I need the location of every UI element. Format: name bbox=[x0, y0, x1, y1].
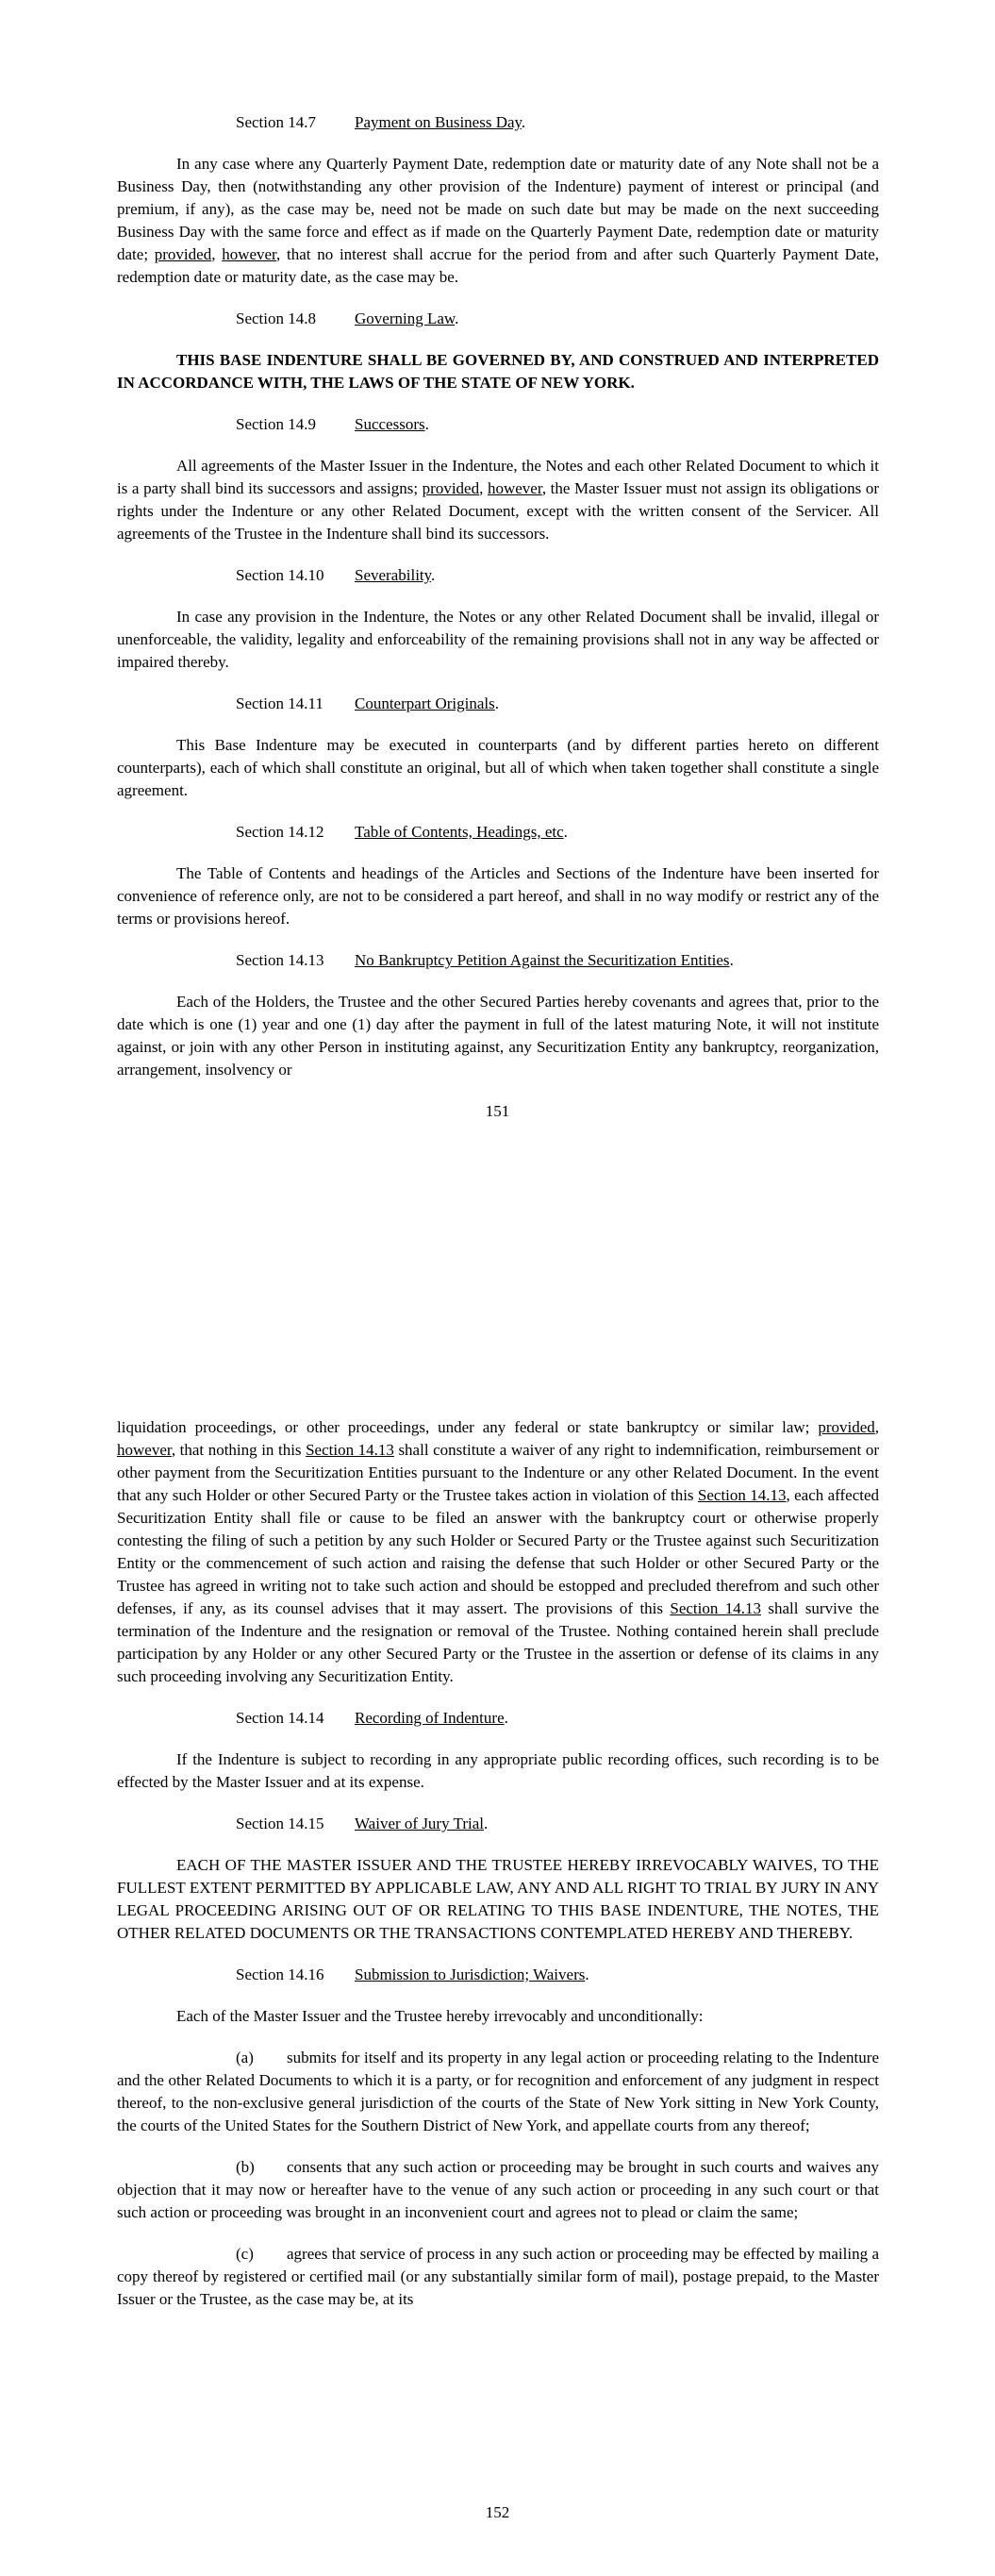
section-14-10-body: In case any provision in the Indenture, the Notes or any other Related Document shall be invalid, illegal or unenforceable, the validity, legality and enforceability of the remaining provisions shall not in any way be affected or impaired thereby. bbox=[117, 608, 879, 671]
provided-term: provided bbox=[154, 245, 212, 263]
section-14-16-heading: Section 14.16 Submission to Jurisdiction; Waivers. bbox=[117, 1964, 879, 1986]
section-reference: Section 14.13 bbox=[697, 1486, 787, 1504]
page-number: 151 bbox=[485, 1102, 510, 1120]
section-title: Severability bbox=[355, 566, 432, 584]
however-term: however bbox=[487, 479, 542, 497]
section-title: Waiver of Jury Trial bbox=[355, 1815, 484, 1832]
provided-term: provided bbox=[818, 1418, 875, 1436]
section-14-11-heading: Section 14.11 Counterpart Originals. bbox=[117, 693, 879, 715]
section-reference: Section 14.13 bbox=[670, 1599, 761, 1617]
page-body bbox=[117, 1416, 879, 2330]
list-item-a bbox=[117, 2047, 879, 2137]
item-label: (c) bbox=[236, 2245, 254, 2263]
text-run: shall constitute a waiver of any right to indemnification, reimbursement or other payment from the Securitization Entities pursuant to the Indenture or any other Related Document. In the event that any such Holder or other Secured Party or the Trustee takes action in violation of this bbox=[117, 1441, 879, 1504]
section-14-15-heading: Section 14.15 Waiver of Jury Trial. bbox=[117, 1813, 879, 1835]
document-page-152 bbox=[0, 1288, 995, 2576]
list-item-b bbox=[117, 2156, 879, 2224]
section-title: Counterpart Originals bbox=[355, 694, 495, 712]
text-run: All agreements of the Master Issuer in the Indenture, the Notes and each other Related Document to which it is a party shall bind its successors and assigns; bbox=[117, 457, 879, 497]
text-run: , that nothing in this bbox=[171, 1441, 307, 1459]
section-number: Section 14.13 bbox=[236, 951, 324, 969]
section-14-8-body: THIS BASE INDENTURE SHALL BE GOVERNED BY, AND CONSTRUED AND INTERPRETED IN ACCORDANCE WITH, THE LAWS OF THE STATE OF NEW YORK. bbox=[117, 351, 879, 392]
list-item-c bbox=[117, 2243, 879, 2311]
section-title: No Bankruptcy Petition Against the Securitization Entities bbox=[355, 951, 730, 969]
section-14-13-continuation: liquidation proceedings, or other proceedings, under any federal or state bankruptcy or similar law; provided, however, that nothing in this Section 14.13 shall constitute a waiver of any right to indemnification, reimbursement or other payment from the Securitization Entities pursuant to the Indenture or any other Related Document. In the event that any such Holder or other Secured Party or the Trustee takes action in violation of this Section 14.13, each affected Securitization Entity shall file or cause to be filed an answer with the bankruptcy court or otherwise properly contesting the filing of such a petition by any such Holder or Secured Party or the Trustee against such Securitization Entity or the commencement of such action and raising the defense that such Holder or other Secured Party or the Trustee has agreed in writing not to take such action and should be estopped and precluded therefrom and such other defenses, if any, as its counsel advises that it may assert. The provisions of this Section 14.13 shall survive the termination of the Indenture and the resignation or removal of the Trustee. Nothing contained herein shall preclude participation by any Holder or any other Secured Party or the Trustee in the assertion or defense of its claims in any such proceeding involving any Securitization Entity. bbox=[117, 1418, 880, 1685]
section-number: Section 14.12 bbox=[236, 823, 324, 841]
item-label: (b) bbox=[236, 2158, 255, 2176]
section-14-16-intro: Each of the Master Issuer and the Trustee hereby irrevocably and unconditionally: bbox=[176, 2007, 704, 2025]
text-run: shall survive the termination of the Indenture and the resignation or removal of the Trustee. Nothing contained herein shall preclude participation by any Holder or any other Secured Party or the Trustee in the assertion or defense of its claims in any such proceeding involving any Securitization Entity. bbox=[117, 1599, 879, 1685]
however-term: however bbox=[117, 1441, 172, 1459]
item-text: agrees that service of process in any such action or proceeding may be effected by mailing a copy thereof by registered or certified mail (or any substantially similar form of mail), postage prepaid, to the Master Issuer or the Trustee, as the case may be, at its bbox=[117, 2245, 879, 2308]
section-14-12-body: The Table of Contents and headings of the Articles and Sections of the Indenture have been inserted for convenience of reference only, are not to be considered a part hereof, and shall in no way modify or restrict any of the terms or provisions hereof. bbox=[117, 864, 879, 928]
section-14-11-body: This Base Indenture may be executed in counterparts (and by different parties hereto on different counterparts), each of which shall constitute an original, but all of which when taken together shall constitute a single agreement. bbox=[117, 736, 879, 799]
page-body bbox=[117, 111, 879, 1100]
section-14-13-heading: Section 14.13 No Bankruptcy Petition Against the Securitization Entities. bbox=[117, 949, 879, 972]
section-14-9-body: All agreements of the Master Issuer in the Indenture, the Notes and each other Related Document to which it is a party shall bind its successors and assigns; provided, however, the Master Issuer must not assign its obligations or rights under the Indenture or any other Related Document, except with the written consent of the Servicer. All agreements of the Trustee in the Indenture shall bind its successors. bbox=[117, 457, 880, 543]
section-14-8-heading: Section 14.8 Governing Law. bbox=[117, 308, 879, 330]
however-term: however bbox=[222, 245, 277, 263]
item-text: submits for itself and its property in any legal action or proceeding relating to the Indenture and the other Related Documents to which it is a party, or for recognition and enforcement of any judgment in respect thereof, to the non-exclusive general jurisdiction of the courts of the State of New York sitting in New York County, the courts of the United States for the Southern District of New York, and appellate courts from any thereof; bbox=[117, 2049, 879, 2134]
section-number: Section 14.11 bbox=[236, 694, 323, 712]
section-14-14-heading: Section 14.14 Recording of Indenture. bbox=[117, 1707, 879, 1730]
section-number: Section 14.14 bbox=[236, 1709, 324, 1727]
item-text: consents that any such action or proceeding may be brought in such courts and waives any objection that it may now or hereafter have to the venue of any such action or proceeding in any such court or that such action or proceeding was brought in an inconvenient court and agrees not to plead or claim the same; bbox=[117, 2158, 879, 2221]
section-number: Section 14.15 bbox=[236, 1815, 324, 1832]
section-number: Section 14.7 bbox=[236, 113, 316, 131]
section-number: Section 14.16 bbox=[236, 1965, 324, 1983]
text-run: , that no interest shall accrue for the period from and after such Quarterly Payment Date, redemption date or maturity date, as the case may be. bbox=[117, 245, 880, 286]
section-14-14-body: If the Indenture is subject to recording in any appropriate public recording offices, such recording is to be effected by the Master Issuer and at its expense. bbox=[117, 1750, 879, 1791]
text-run: In any case where any Quarterly Payment Date, redemption date or maturity date of any Note shall not be a Business Day, then (notwithstanding any other provision of the Indenture) payment of interest or principal (and premium, if any), as the case may be, need not be made on such date but may be made on the next succeeding Business Day with the same force and effect as if made on the Quarterly Payment Date, redemption date or maturity date; bbox=[117, 155, 879, 263]
item-label: (a) bbox=[236, 2049, 254, 2066]
text-run: , each affected Securitization Entity shall file or cause to be filed an answer with the bankruptcy court or otherwise properly contesting the filing of such a petition by any such Holder or Secured Party or the Trustee against such Securitization Entity or the commencement of such action and raising the defense that such Holder or other Secured Party or the Trustee has agreed in writing not to take such action and should be estopped and precluded therefrom and such other defenses, if any, as its counsel advises that it may assert. The provisions of this bbox=[117, 1486, 880, 1617]
section-title: Recording of Indenture bbox=[355, 1709, 505, 1727]
provided-term: provided bbox=[422, 479, 480, 497]
section-14-7-heading: Section 14.7 Payment on Business Day. bbox=[117, 111, 879, 134]
section-number: Section 14.9 bbox=[236, 415, 316, 433]
text-run: liquidation proceedings, or other proceedings, under any federal or state bankruptcy or similar law; bbox=[117, 1418, 819, 1436]
section-14-12-heading: Section 14.12 Table of Contents, Headings, etc. bbox=[117, 821, 879, 844]
page-number: 152 bbox=[485, 2503, 510, 2521]
section-number: Section 14.8 bbox=[236, 309, 316, 327]
section-title: Successors bbox=[355, 415, 425, 433]
section-14-7-body: In any case where any Quarterly Payment Date, redemption date or maturity date of any Note shall not be a Business Day, then (notwithstanding any other provision of the Indenture) payment of interest or principal (and premium, if any), as the case may be, need not be made on such date but may be made on the next succeeding Business Day with the same force and effect as if made on the Quarterly Payment Date, redemption date or maturity date; provided, however, that no interest shall accrue for the period from and after such Quarterly Payment Date, redemption date or maturity date, as the case may be. bbox=[117, 155, 880, 286]
section-14-13-body: Each of the Holders, the Trustee and the other Secured Parties hereby covenants and agrees that, prior to the date which is one (1) year and one (1) day after the payment in full of the latest maturing Note, it will not institute against, or join with any other Person in instituting against, any Securitization Entity any bankruptcy, reorganization, arrangement, insolvency or bbox=[117, 993, 879, 1079]
section-14-10-heading: Section 14.10 Severability. bbox=[117, 564, 879, 587]
section-number: Section 14.10 bbox=[236, 566, 324, 584]
text-run: , the Master Issuer must not assign its obligations or rights under the Indenture or any other Related Document, except with the written consent of the Servicer. All agreements of the Trustee in the Indenture shall bind its successors. bbox=[117, 479, 880, 543]
section-title: Table of Contents, Headings, etc bbox=[355, 823, 564, 841]
section-title: Payment on Business Day bbox=[355, 113, 522, 131]
section-title: Governing Law bbox=[355, 309, 456, 327]
section-14-9-heading: Section 14.9 Successors. bbox=[117, 413, 879, 436]
section-reference: Section 14.13 bbox=[306, 1441, 394, 1459]
section-title: Submission to Jurisdiction; Waivers bbox=[355, 1965, 586, 1983]
section-14-15-body: EACH OF THE MASTER ISSUER AND THE TRUSTEE HEREBY IRREVOCABLY WAIVES, TO THE FULLEST EXTENT PERMITTED BY APPLICABLE LAW, ANY AND ALL RIGHT TO TRIAL BY JURY IN ANY LEGAL PROCEEDING ARISING OUT OF OR RELATING TO THIS BASE INDENTURE, THE NOTES, THE OTHER RELATED DOCUMENTS OR THE TRANSACTIONS CONTEMPLATED HEREBY AND THEREBY. bbox=[117, 1856, 879, 1942]
